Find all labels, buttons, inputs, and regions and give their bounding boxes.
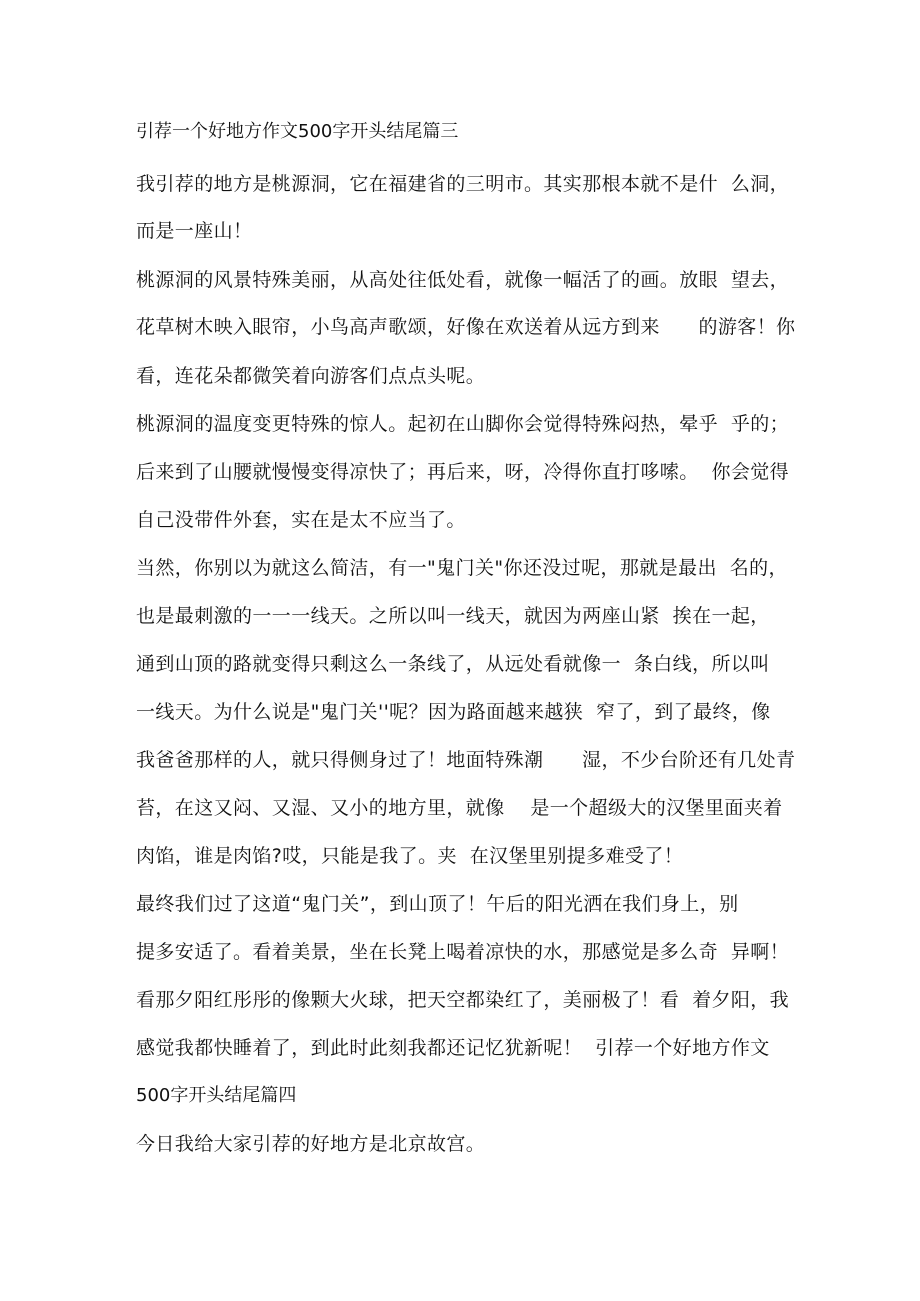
paragraph-line: 最终我们过了这道“鬼门关”，到山顶了！午后的阳光洒在我们身上，别: [136, 893, 739, 915]
paragraph-line: 感觉我都快睡着了，到此时此刻我都还记忆犹新呢！ 引荐一个好地方作文: [136, 1037, 770, 1059]
paragraph-line: 看，连花朵都微笑着向游客们点点头呢。: [136, 365, 486, 387]
paragraph-line: 而是一座山！: [136, 220, 253, 242]
paragraph-line: 桃源洞的风景特殊美丽，从高处往低处看，就像一幅活了的画。放眼 望去，: [136, 269, 790, 291]
paragraph-line: 也是最刺激的一一一线天。之所以叫一线天，就因为两座山紧 挨在一起，: [136, 605, 770, 627]
paragraph-line: 今日我给大家引荐的好地方是北京故宫。: [136, 1133, 486, 1155]
paragraph-line: 苔，在这又闷、又湿、又小的地方里，就像 是一个超级大的汉堡里面夹着: [136, 797, 783, 819]
document-title: 引荐一个好地方作文500字开头结尾篇三: [136, 121, 459, 142]
paragraph-line: 一线天。为什么说是"鬼门关''呢？因为路面越来越狭 窄了，到了最终，像: [136, 701, 771, 723]
paragraph-line: 提多安适了。看着美景，坐在长凳上喝着凉快的水，那感觉是多么奇 异啊！: [136, 941, 790, 963]
paragraph-line: 我引荐的地方是桃源洞，它在福建省的三明市。其实那根本就不是什 么洞，: [136, 173, 790, 195]
paragraph-line: 看那夕阳红彤彤的像颗大火球，把天空都染红了，美丽极了！看 着夕阳，我: [136, 989, 790, 1011]
paragraph-line: 桃源洞的温度变更特殊的惊人。起初在山脚你会觉得特殊闷热，晕乎 乎的；: [136, 413, 790, 435]
paragraph-line: 当然，你别以为就这么简洁，有一"鬼门关"你还没过呢，那就是最出 名的，: [136, 557, 788, 579]
section-heading: 500字开头结尾篇四: [136, 1085, 297, 1106]
paragraph-line: 通到山顶的路就变得只剩这么一条线了，从远处看就像一 条白线，所以叫: [136, 653, 770, 675]
paragraph-line: 我爸爸那样的人，就只得侧身过了！地面特殊潮 湿，不少台阶还有几处青: [136, 749, 796, 771]
paragraph-line: 肉馅，谁是肉馅?哎，只能是我了。夹 在汉堡里别提多难受了！: [136, 845, 684, 867]
paragraph-line: 自己没带件外套，实在是太不应当了。: [136, 509, 466, 531]
paragraph-line: 后来到了山腰就慢慢变得凉快了；再后来，呀，冷得你直打哆嗦。 你会觉得: [136, 461, 790, 483]
paragraph-line: 花草树木映入眼帘，小鸟高声歌颂，好像在欢送着从远方到来 的游客！你: [136, 316, 796, 338]
